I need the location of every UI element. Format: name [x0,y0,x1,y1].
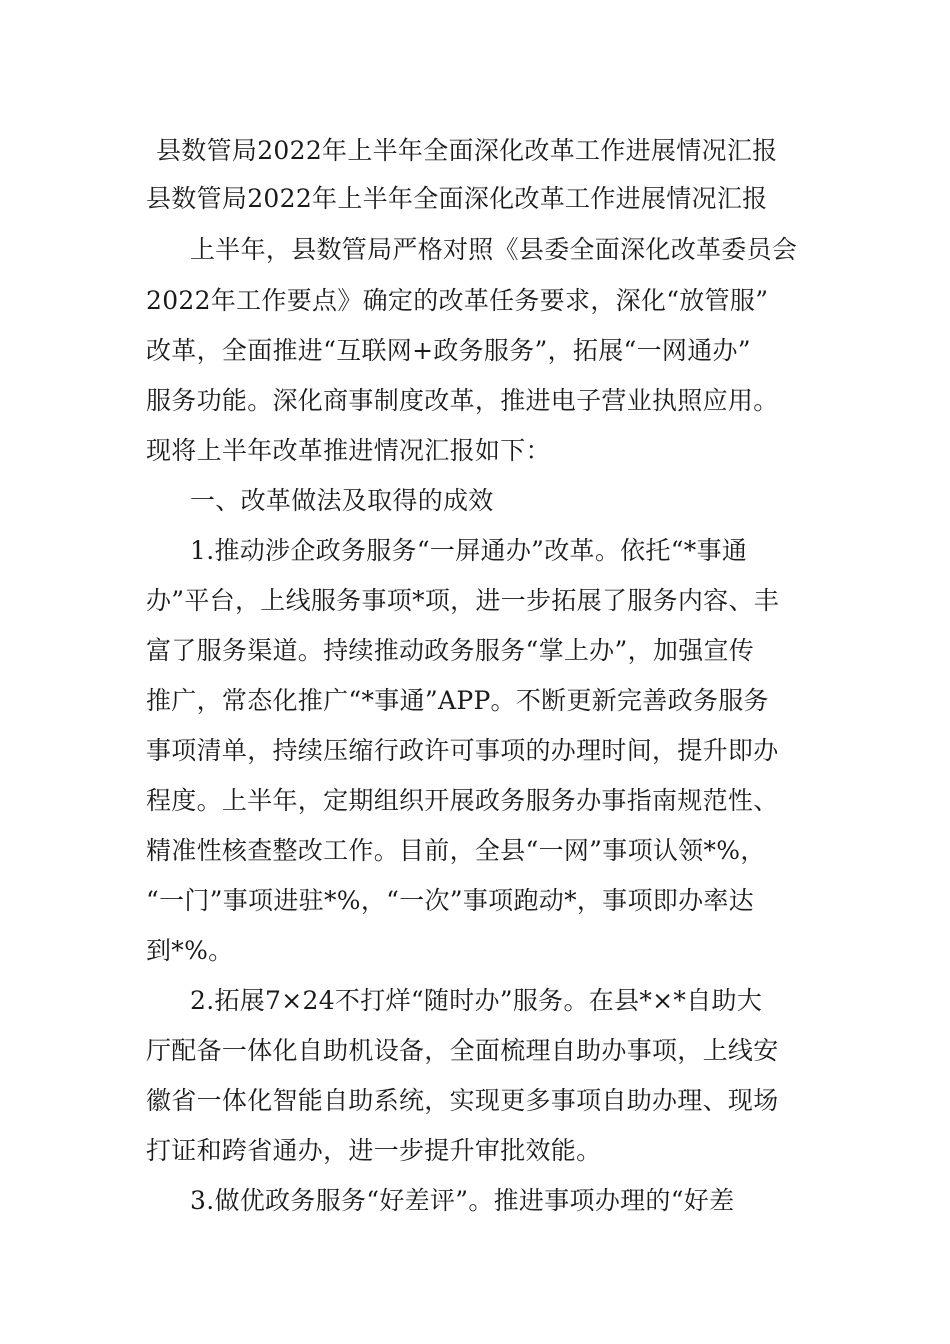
paragraph-line: 程度。上半年，定期组织开展政务服务办事指南规范性、 [146,786,779,815]
paragraph-line: 徽省一体化智能自助系统，实现更多事项自助办理、现场 [146,1086,779,1115]
paragraph-line: 上半年，县数管局严格对照《县委全面深化改革委员会 [190,235,798,264]
document-title-repeat: 县数管局2022年上半年全面深化改革工作进展情况汇报 [146,184,768,213]
paragraph-line: 精准性核查整改工作。目前，全县“一网”事项认领*%， [146,836,766,865]
paragraph-line: 现将上半年改革推进情况汇报如下： [146,436,551,465]
paragraph-line: 3.做优政务服务“好差评”。推进事项办理的“好差 [190,1186,735,1215]
paragraph-line: 厅配备一体化自助机设备，全面梳理自助办事项，上线安 [146,1036,779,1065]
paragraph-line: “一门”事项进驻*%，“一次”事项跑动*，事项即办率达 [146,886,754,915]
paragraph-line: 改革，全面推进“互联网+政务服务”，拓展“一网通办” [146,336,751,365]
paragraph-line: 2.拓展7×24不打烊“随时办”服务。在县*×*自助大 [190,986,763,1015]
paragraph-line: 1.推动涉企政务服务“一屏通办”改革。依托“*事通 [190,536,748,565]
paragraph-line: 到*%。 [146,936,234,965]
paragraph-line: 富了服务渠道。持续推动政务服务“掌上办”，加强宣传 [146,636,755,665]
paragraph-line: 推广，常态化推广“*事通”APP。不断更新完善政务服务 [146,686,769,715]
paragraph-line: 办”平台，上线服务事项*项，进一步拓展了服务内容、丰 [146,586,780,615]
document-title: 县数管局2022年上半年全面深化改革工作进展情况汇报 [156,136,778,165]
paragraph-line: 打证和跨省通办，进一步提升审批效能。 [146,1136,602,1165]
paragraph-line: 服务功能。深化商事制度改革，推进电子营业执照应用。 [146,386,779,415]
paragraph-line: 2022年工作要点》确定的改革任务要求，深化“放管服” [146,286,769,315]
section-heading: 一、改革做法及取得的成效 [190,486,494,515]
paragraph-line: 事项清单，持续压缩行政许可事项的办理时间，提升即办 [146,736,779,765]
